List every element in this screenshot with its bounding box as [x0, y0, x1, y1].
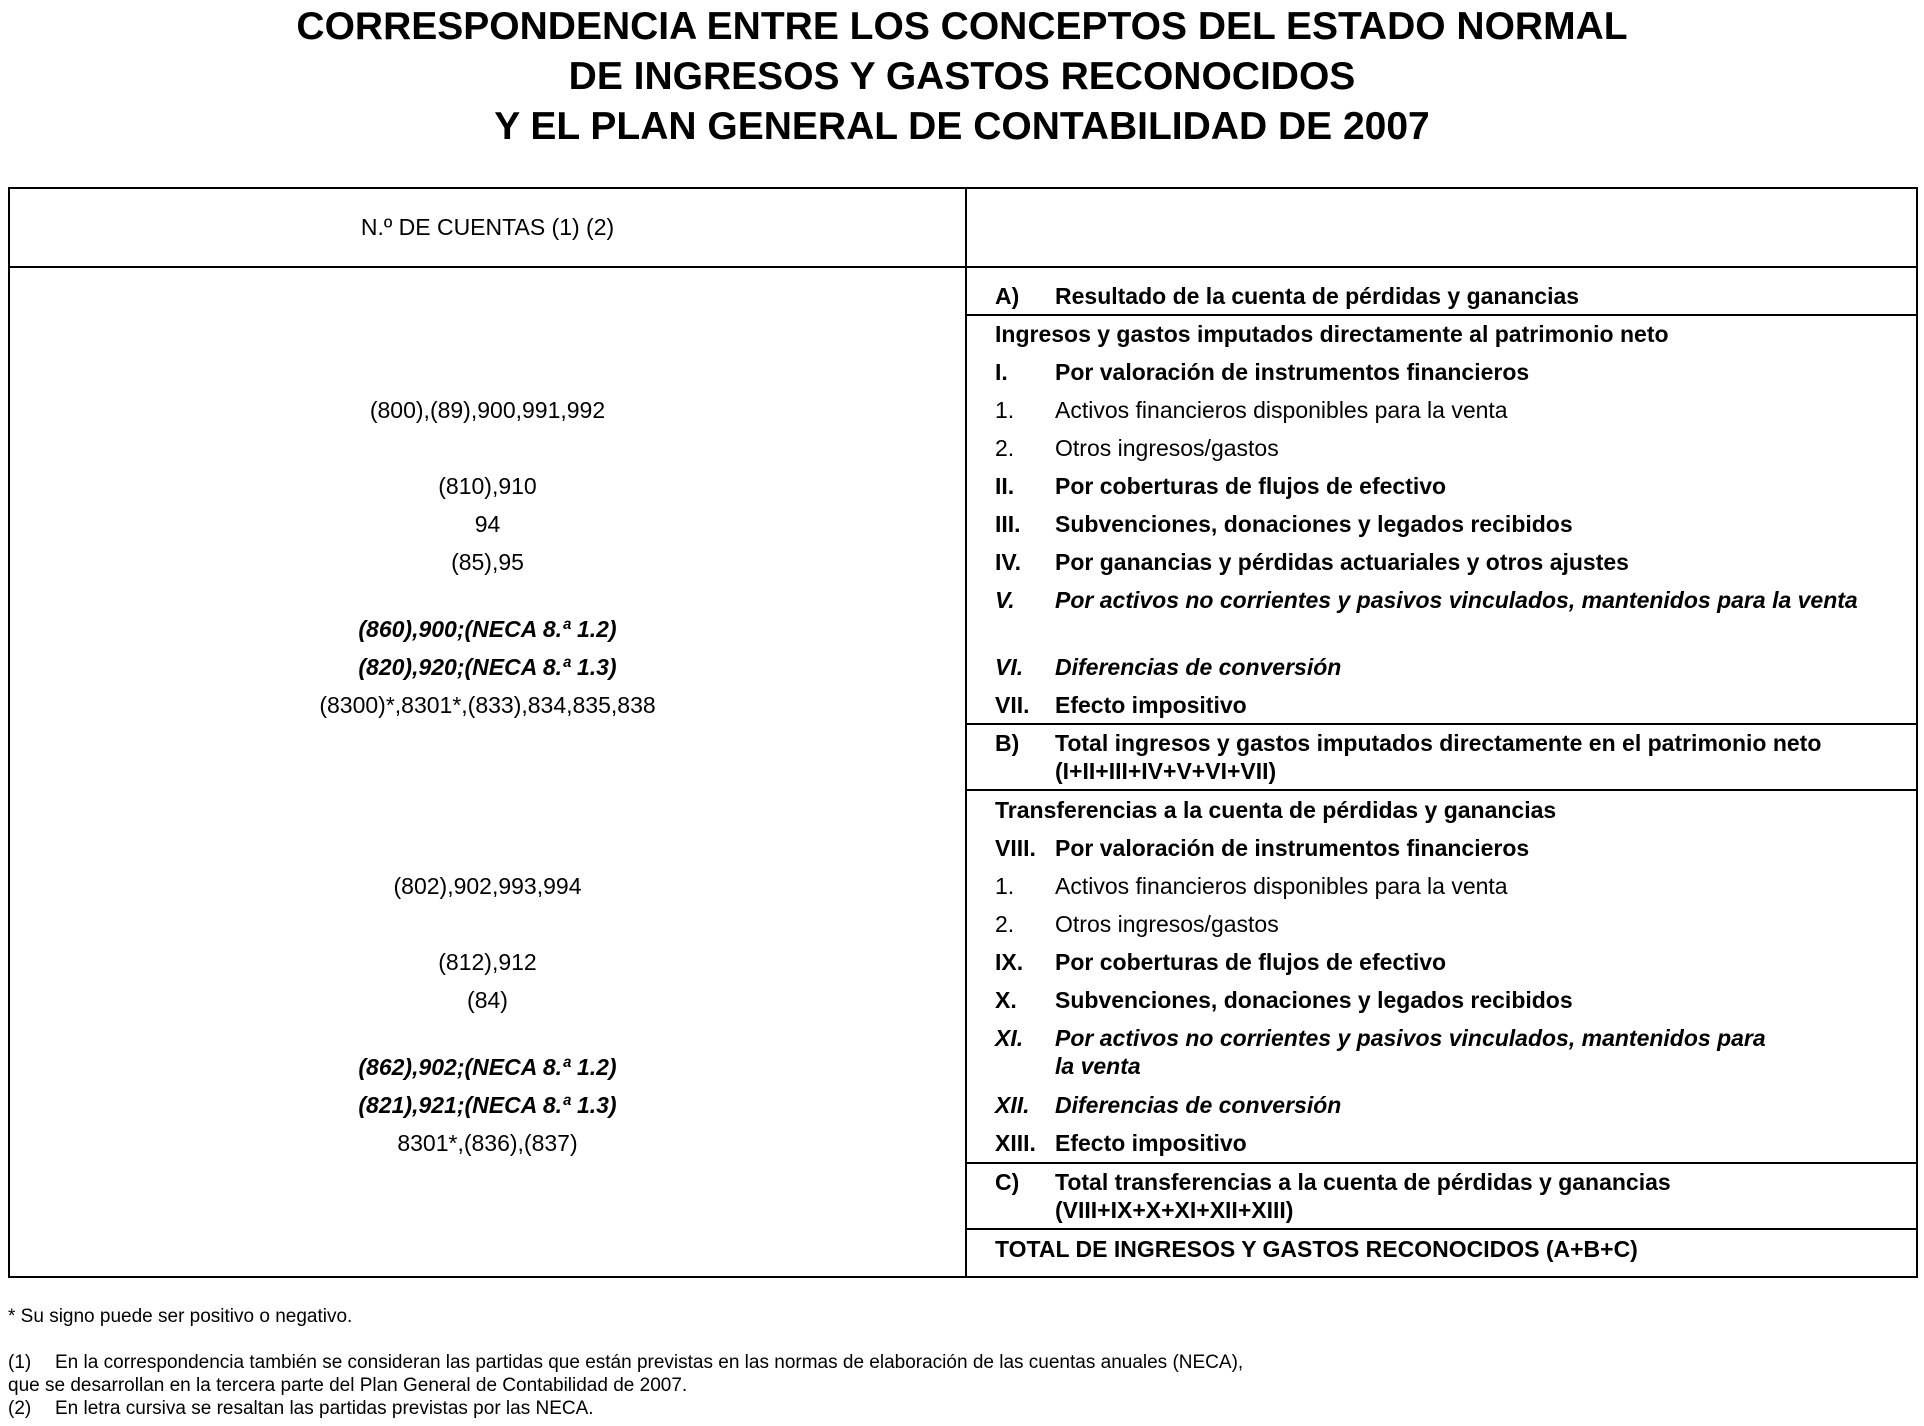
concept-number: XIII.: [995, 1130, 1036, 1156]
concept-number: A): [995, 283, 1020, 309]
concept-text: Total ingresos y gastos imputados directamente en el patrimonio neto (I+II+III+IV+V+VI+VII): [1055, 730, 1822, 784]
concept-text: Diferencias de conversión: [1055, 654, 1342, 680]
row-divider: [967, 1162, 1916, 1164]
grand-total: TOTAL DE INGRESOS Y GASTOS RECONOCIDOS (A+B+C): [995, 1236, 1638, 1262]
concept-text: Por coberturas de flujos de efectivo: [1055, 949, 1447, 975]
concept-text: Subvenciones, donaciones y legados recibidos: [1055, 511, 1573, 537]
row-divider: [967, 789, 1916, 791]
accounts-cell: (8300)*,8301*,(833),834,835,838: [319, 692, 656, 718]
concept-number: B): [995, 730, 1020, 756]
accounts-cell: (821),921;(NECA 8.ª 1.3): [358, 1092, 617, 1118]
concept-number: V.: [995, 587, 1015, 613]
section-heading: Ingresos y gastos imputados directamente al patrimonio neto: [995, 321, 1669, 347]
accounts-cell: (820),920;(NECA 8.ª 1.3): [358, 654, 617, 680]
concept-number: 2.: [995, 911, 1015, 937]
concept-number: VIII.: [995, 835, 1036, 861]
concept-number: C): [995, 1169, 1020, 1195]
accounts-cell: (810),910: [438, 473, 537, 499]
accounts-cell: (802),902,993,994: [393, 873, 582, 899]
concept-number: 1.: [995, 873, 1015, 899]
correspondence-table: [8, 187, 1918, 1278]
footnote-text: En letra cursiva se resaltan las partidas previstas por las NECA.: [55, 1398, 594, 1419]
concept-number: I.: [995, 359, 1008, 385]
concept-text: Por coberturas de flujos de efectivo: [1055, 473, 1447, 499]
title-line-1: CORRESPONDENCIA ENTRE LOS CONCEPTOS DEL ESTADO NORMAL: [296, 5, 1628, 48]
concept-text: Total transferencias a la cuenta de pérdidas y ganancias (VIII+IX+X+XI+XII+XIII): [1055, 1169, 1671, 1223]
accounts-cell: (85),95: [451, 549, 524, 575]
section-heading: Transferencias a la cuenta de pérdidas y ganancias: [995, 797, 1557, 823]
concept-number: IX.: [995, 949, 1024, 975]
title-line-2: DE INGRESOS Y GASTOS RECONOCIDOS: [568, 55, 1356, 98]
concept-text: Activos financieros disponibles para la venta: [1055, 873, 1508, 899]
concept-text: Por activos no corrientes y pasivos vinculados, mantenidos para la venta: [1055, 587, 1858, 613]
row-divider: [967, 1228, 1916, 1230]
asterisk-note: * Su signo puede ser positivo o negativo.: [8, 1306, 353, 1327]
concept-number: IV.: [995, 549, 1022, 575]
concept-text: Por valoración de instrumentos financieros: [1055, 835, 1530, 861]
concept-text: Otros ingresos/gastos: [1055, 911, 1279, 937]
concept-number: XI.: [995, 1025, 1024, 1051]
concept-number: II.: [995, 473, 1015, 499]
title-line-3: Y EL PLAN GENERAL DE CONTABILIDAD DE 2007: [494, 105, 1430, 148]
concept-text: Diferencias de conversión: [1055, 1092, 1342, 1118]
accounts-cell: (84): [467, 987, 508, 1013]
document-title: [0, 2, 1924, 152]
column-divider: [965, 189, 967, 1276]
concept-text: Otros ingresos/gastos: [1055, 435, 1279, 461]
concept-number: X.: [995, 987, 1017, 1013]
accounts-cell: 8301*,(836),(837): [397, 1130, 578, 1156]
row-divider: [967, 314, 1916, 316]
accounts-cell: (812),912: [438, 949, 537, 975]
header-accounts: N.º DE CUENTAS (1) (2): [360, 214, 615, 240]
concept-text: Efecto impositivo: [1055, 1130, 1247, 1156]
concept-text: Subvenciones, donaciones y legados recibidos: [1055, 987, 1573, 1013]
concept-text: Efecto impositivo: [1055, 692, 1247, 718]
footnote-number: (2): [8, 1398, 32, 1419]
concept-text: Por valoración de instrumentos financieros: [1055, 359, 1530, 385]
concept-text: Por ganancias y pérdidas actuariales y otros ajustes: [1055, 549, 1629, 575]
row-divider: [967, 723, 1916, 725]
concept-number: III.: [995, 511, 1021, 537]
footnote-text: que se desarrollan en la tercera parte del Plan General de Contabilidad de 2007.: [8, 1375, 688, 1396]
header-divider: [10, 266, 1916, 268]
concept-number: 1.: [995, 397, 1015, 423]
concept-text: Por activos no corrientes y pasivos vinculados, mantenidos para la venta: [1055, 1025, 1766, 1079]
concept-text: Resultado de la cuenta de pérdidas y ganancias: [1055, 283, 1580, 309]
footnote-number: (1): [8, 1352, 32, 1373]
accounts-cell: 94: [474, 511, 501, 537]
concept-number: XII.: [995, 1092, 1030, 1118]
accounts-cell: (862),902;(NECA 8.ª 1.2): [358, 1054, 617, 1080]
concept-number: 2.: [995, 435, 1015, 461]
footnote-1-continued: [8, 1374, 687, 1397]
accounts-cell: (860),900;(NECA 8.ª 1.2): [358, 616, 617, 642]
concept-number: VI.: [995, 654, 1024, 680]
concept-number: VII.: [995, 692, 1030, 718]
footnote-text: En la correspondencia también se consideran las partidas que están previstas en las normas de elaboración de las cuentas anuales (NECA),: [55, 1352, 1244, 1373]
accounts-cell: (800),(89),900,991,992: [369, 397, 606, 423]
concept-text: Activos financieros disponibles para la venta: [1055, 397, 1508, 423]
